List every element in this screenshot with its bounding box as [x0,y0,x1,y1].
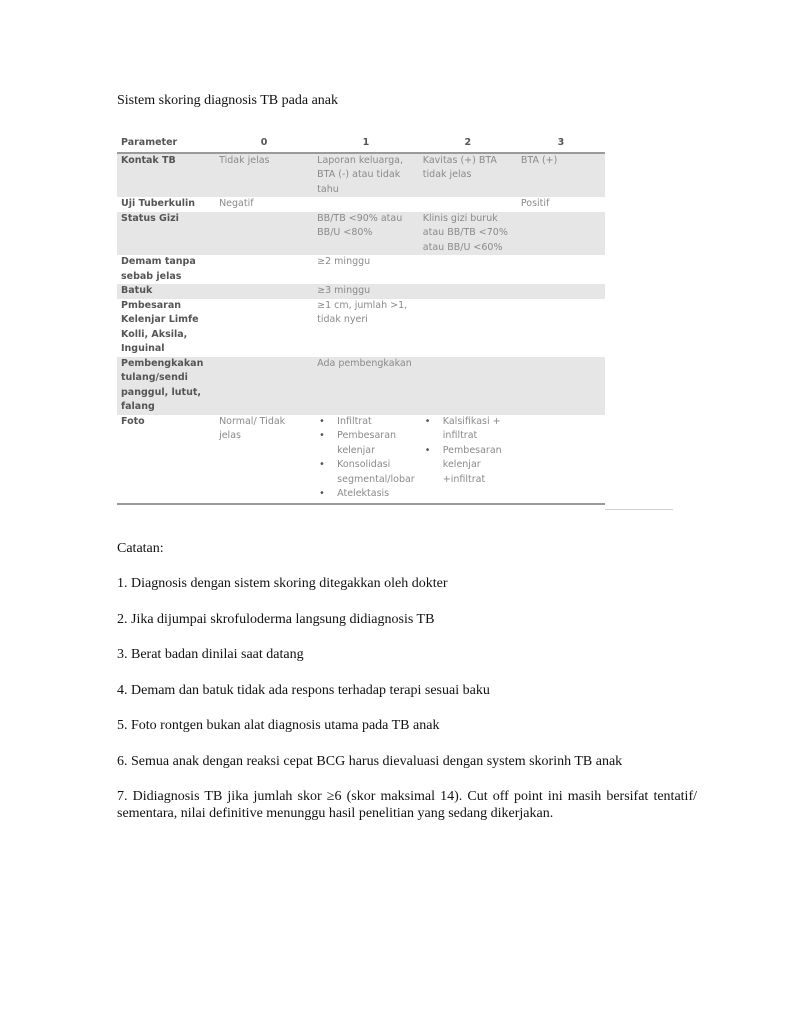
row-parameter: Batuk [117,284,215,299]
notes-section [117,540,697,841]
notes-heading: Catatan: [117,541,164,556]
note-item: 2. Jika dijumpai skrofuloderma langsung didiagnosis TB [117,611,435,627]
table-row [117,299,605,357]
cell-score-1: ≥2 minggu [317,256,371,267]
table-row [117,357,605,415]
table-row [117,284,605,299]
note-item: 6. Semua anak dengan reaksi cepat BCG harus dievaluasi dengan system skorinh TB anak [117,753,623,769]
header-score-3: 3 [517,136,605,153]
cell-score-0: Negatif [219,198,254,209]
scoring-table-container [117,136,607,505]
cell-score-0 [215,357,313,415]
bullet-item: • Pembesaran kelenjar +infiltrat [423,444,513,488]
table-row [117,153,605,198]
cell-score-2 [419,357,517,415]
cell-score-1-list [313,415,419,504]
header-score-1: 1 [313,136,419,153]
cell-score-2 [419,284,517,299]
cell-score-1: ≥3 minggu [313,284,419,299]
bullet-item: • Pembesaran kelenjar [317,429,415,458]
cell-score-2: Klinis gizi buruk atau BB/TB <70% atau BB/U <60% [419,212,517,256]
document-title: Sistem skoring diagnosis TB pada anak [117,93,338,108]
cell-score-3: BTA (+) [517,153,605,198]
table-row [117,255,605,284]
cell-score-3 [517,299,605,357]
header-score-2: 2 [419,136,517,153]
table-row-foto [117,415,605,504]
cell-score-0 [215,212,313,256]
divider [605,509,673,510]
table-row [117,212,605,256]
row-parameter: Status Gizi [117,212,215,256]
cell-score-3 [517,415,605,504]
cell-score-0 [215,284,313,299]
header-parameter: Parameter [117,136,215,153]
cell-score-2-list [419,415,517,504]
cell-score-1: ≥1 cm, jumlah >1, tidak nyeri [317,299,408,325]
row-parameter: Kontak TB [117,153,215,198]
cell-score-1: Ada pembengkakan [313,357,419,415]
note-item: 7. Didiagnosis TB jika jumlah skor ≥6 (skor maksimal 14). Cut off point ini masih bersifat tentatif/ sementara, nilai definitive menunggu hasil penelitian yang sedang dikerjakan. [117,789,697,821]
cell-score-2 [419,255,517,284]
cell-score-2 [419,299,517,357]
row-parameter: Demam tanpa sebab jelas [121,256,196,282]
row-parameter: Pmbesaran Kelenjar Limfe Kolli, Aksila, Inguinal [121,299,199,354]
cell-score-0: Tidak jelas [215,153,313,198]
row-parameter: Foto [117,415,215,504]
cell-score-0 [215,299,313,357]
cell-score-3: Positif [520,198,550,209]
cell-score-1: BB/TB <90% atau BB/U <80% [313,212,419,256]
row-parameter: Uji Tuberkulin [121,198,196,209]
cell-score-0 [215,255,313,284]
bullet-item: • Atelektasis [317,487,415,502]
bullet-item: • Konsolidasi segmental/lobar [317,458,415,487]
cell-score-3 [517,212,605,256]
table-row [117,197,605,212]
cell-score-0: Normal/ Tidak jelas [215,415,313,504]
cell-score-1: Laporan keluarga, BTA (-) atau tidak tahu [313,153,419,198]
cell-score-3 [517,284,605,299]
note-item: 5. Foto rontgen bukan alat diagnosis utama pada TB anak [117,718,440,733]
header-score-0: 0 [215,136,313,153]
table-header-row [117,136,605,153]
cell-score-3 [517,255,605,284]
cell-score-1 [313,197,419,212]
cell-score-2: Kavitas (+) BTA tidak jelas [419,153,517,198]
cell-score-2 [419,197,517,212]
bullet-item: • Kalsifikasi + infiltrat [423,415,513,444]
cell-score-3 [517,357,605,415]
row-parameter: Pembengkakan tulang/sendi panggul, lutut, falang [117,357,215,415]
note-item: 1. Diagnosis dengan sistem skoring ditegakkan oleh dokter [117,576,448,591]
bullet-item: • Infiltrat [317,415,415,430]
scoring-table [117,136,605,505]
note-item: 4. Demam dan batuk tidak ada respons terhadap terapi sesuai baku [117,682,490,698]
note-item: 3. Berat badan dinilai saat datang [117,647,304,662]
